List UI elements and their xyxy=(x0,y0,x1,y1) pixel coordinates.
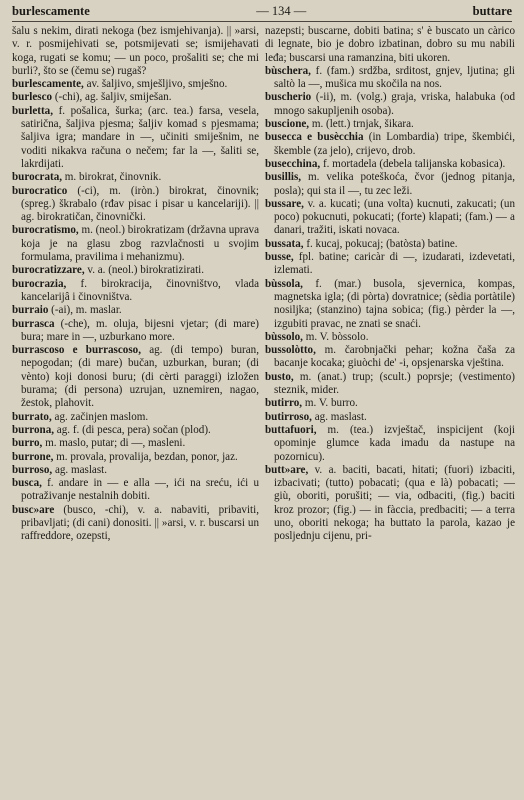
dictionary-entry xyxy=(12,304,259,317)
dictionary-entry xyxy=(12,318,259,345)
entry-headword: burrone, xyxy=(12,450,54,463)
entry-headword: busillis, xyxy=(265,171,302,184)
dictionary-entry xyxy=(12,344,259,410)
entry-headword: bùssolo, xyxy=(265,330,303,343)
entry-headword: buscione, xyxy=(265,118,310,131)
entry-definition: (-chi), ag. šaljiv, smiješan. xyxy=(52,91,172,104)
entry-headword: busc»are xyxy=(12,503,55,516)
entry-definition: v. a. (neol.) birokratizirati. xyxy=(84,264,205,277)
dictionary-entry xyxy=(265,464,515,544)
entry-headword: buttafuori, xyxy=(265,423,317,436)
entry-headword: butt»are, xyxy=(265,463,309,476)
dictionary-entry xyxy=(265,411,515,424)
entry-definition: (-ii), m. (volg.) graja, vriska, halabuka (od mnogo sakupljenih osoba). xyxy=(274,91,515,117)
entry-definition: nazepsti; buscarne, dobiti batina; s' è buscato un càrico di legnate, bio je dobro izbatinan, dobro su mu nabili leđa; buscarsi una ramanzina, biti ukoren. xyxy=(265,25,515,64)
dictionary-entry xyxy=(12,477,259,504)
entry-headword: burro, xyxy=(12,437,43,450)
entry-headword: burocratizzare, xyxy=(12,264,85,277)
dictionary-entry xyxy=(12,424,259,437)
entry-definition: m. provala, provalija, bezdan, ponor, jaz. xyxy=(53,450,238,463)
entry-headword: burletta, xyxy=(12,104,53,117)
dictionary-entry xyxy=(265,158,515,171)
dictionary-entry xyxy=(12,278,259,305)
entry-headword: burrona, xyxy=(12,423,55,436)
entry-headword: busca, xyxy=(12,477,42,490)
entry-definition: m. čarobnjački pehar; kožna čaša za bacanje kocaka; giuòchi de' -i, opsjenarska vještina. xyxy=(274,344,515,370)
entry-definition: v. a. kucati; (una volta) kucnuti, zakucati; (un poco) pokucnuti, pokucati; (forte) klapati; (fam.) — a danari, tražiti, iskati novaca. xyxy=(274,197,515,237)
entry-definition: (-ci), m. (iròn.) birokrat, činovnik; (spreg.) škrabalo (rđav pisac i pisar u kancelariji). || ag. birokratičan, činovnički. xyxy=(21,184,259,224)
entry-definition: ag. (di tempo) buran, nepogodan; (di mare) bučan, uzburkan, buran; (di vènto) koji donosi buru; (di cèrti paraggi) izložen burama; (di persona) uzrujan, uznemiren, nagao, žestok, plahovit. xyxy=(21,344,259,410)
entry-headword: burrascoso e burrascoso, xyxy=(12,344,141,357)
dictionary-entry xyxy=(12,504,259,544)
entry-headword: buscherio xyxy=(265,91,312,104)
entry-definition: m. V. burro. xyxy=(302,397,358,410)
entry-definition: f. andare in — e alla —, ići na sreću, ići u potraživanje nestalnih dobiti. xyxy=(21,477,259,503)
dictionary-entry xyxy=(265,198,515,238)
dictionary-entry xyxy=(265,424,515,464)
entry-headword: burocrata, xyxy=(12,171,63,184)
dictionary-entry xyxy=(12,437,259,450)
entry-definition: v. a. baciti, bacati, hitati; (fuori) izbaciti, izbacivati; (tutto) pobacati; (qua e là) pobacati; — giù, oboriti, porušiti; — via, odbaciti, (fig.) baciti kroz prozor; (fig.) — in fàccia, predbaciti; — a terra uno, oboriti nekoga; ha buttato la parola, kazao je posljednju cijenu, pri- xyxy=(274,463,515,543)
entry-definition: m. (tea.) izvještač, inspicijent (koji opominje glumce kada imadu da nastupe na pozornicu). xyxy=(274,423,515,463)
dictionary-entry xyxy=(265,131,515,158)
entry-definition: (in Lombardia) tripe, škembići, škemble (za jelo), crijevo, drob. xyxy=(274,131,515,157)
dictionary-entry xyxy=(12,78,259,91)
entry-definition: f. birokracija, činovništvo, vlada kancelarijâ i činovništva. xyxy=(21,277,259,303)
dictionary-entry xyxy=(12,464,259,477)
entry-definition: šalu s nekim, dirati nekoga (bez ismjehivanja). || »arsi, v. r. posmijehivati se, potsmijevati se; ismijehavati koga, rugati se komu; — un poco, prošaliti se; che mi burli?, što se (čemu se) rugaš? xyxy=(12,25,259,77)
dictionary-entry xyxy=(265,118,515,131)
entry-definition: m. velika poteškoća, čvor (jednog pitanja, posla); qui sta il —, tu zec leži. xyxy=(274,171,515,197)
entry-definition: (busco, -chi), v. a. nabaviti, pribaviti, pribavljati; (di cani) donositi. || »arsi, v. r. buscarsi un raffreddore, ozepsti, xyxy=(21,503,259,543)
dictionary-entry xyxy=(12,91,259,104)
entry-headword: butirroso, xyxy=(265,410,312,423)
dictionary-entry xyxy=(12,185,259,225)
entry-definition: f. pošalica, šurka; (arc. tea.) farsa, vesela, satirična, šaljiva pjesma; šaljiv komad s pjesmama; šaljiva igra; mandare in —, učiniti smiješnim, ne voditi nikakva računa o nečem; far la —, šaliti se, lakrdijati. xyxy=(21,104,259,170)
dictionary-entry xyxy=(265,371,515,398)
header-right-guide-word: buttare xyxy=(472,3,512,18)
dictionary-entry xyxy=(12,264,259,277)
dictionary-entry xyxy=(265,25,515,65)
dictionary-entry xyxy=(265,344,515,371)
entry-headword: burocratismo, xyxy=(12,224,79,237)
page-number: — 134 — xyxy=(256,3,307,18)
entry-headword: busecca e busècchia xyxy=(265,131,364,144)
entry-headword: butirro, xyxy=(265,397,303,410)
dictionary-entry xyxy=(265,238,515,251)
entry-definition: m. V. bòssolo. xyxy=(302,330,369,343)
page-header xyxy=(12,2,512,20)
entry-definition: m. (anat.) trup; (scult.) poprsje; (vestimento) steznik, mider. xyxy=(274,370,515,397)
dictionary-entry xyxy=(265,91,515,118)
entry-headword: burrato, xyxy=(12,410,52,423)
entry-headword: burocratico xyxy=(12,184,68,197)
entry-headword: bussolòtto, xyxy=(265,344,316,357)
header-left-guide-word: burlescamente xyxy=(12,3,90,18)
entry-definition: fpl. batine; caricàr di —, izudarati, izdevetati, izlemati. xyxy=(274,251,515,277)
entry-definition: m. (lett.) trnjak, šikara. xyxy=(309,118,414,131)
dictionary-entry xyxy=(265,171,515,198)
entry-headword: burlesco xyxy=(12,91,53,104)
dictionary-entry xyxy=(265,331,515,344)
entry-definition: m. (neol.) birokratizam (državna uprava koja je na glasu zbog razvlačnosti u svojim formulama, pravilima i mehanizmu). xyxy=(21,224,259,264)
entry-definition: ag. maslast. xyxy=(52,463,108,476)
entry-headword: bussare, xyxy=(265,197,304,210)
entry-definition: av. šaljivo, smješljivo, smješno. xyxy=(83,78,228,91)
entry-definition: (-che), m. oluja, bijesni vjetar; (di mare) bura; mare in —, uzburkano more. xyxy=(21,317,259,343)
entry-headword: bussata, xyxy=(265,237,304,250)
dictionary-entry xyxy=(12,411,259,424)
entry-headword: burroso, xyxy=(12,463,53,476)
entry-headword: burocrazia, xyxy=(12,277,67,290)
entry-headword: busecchina, xyxy=(265,157,321,170)
entry-definition: f. kucaj, pokucaj; (batòsta) batine. xyxy=(303,237,458,250)
entry-headword: bùschera, xyxy=(265,64,311,77)
dictionary-entry xyxy=(265,278,515,331)
dictionary-entry xyxy=(12,224,259,264)
dictionary-entry xyxy=(12,451,259,464)
entry-headword: bùssola, xyxy=(265,277,303,290)
dictionary-entry xyxy=(12,105,259,171)
entry-headword: burlescamente, xyxy=(12,78,84,91)
left-column xyxy=(12,25,259,544)
entry-definition: ag. maslast. xyxy=(311,410,367,423)
entry-definition: f. (fam.) srdžba, srditost, gnjev, ljutina; gli saltò la —, mušica mu skočila na nos. xyxy=(274,64,515,91)
entry-definition: m. birokrat, činovnik. xyxy=(62,171,162,184)
entry-definition: m. maslo, putar; di —, masleni. xyxy=(42,437,186,450)
entry-definition: f. mortadela (debela talijanska kobasica). xyxy=(320,157,506,170)
entry-definition: ag. začinjen maslom. xyxy=(51,410,149,423)
dictionary-entry xyxy=(12,25,259,78)
right-column xyxy=(265,25,515,544)
dictionary-entry xyxy=(12,171,259,184)
entry-headword: burrasca xyxy=(12,317,55,330)
entry-headword: burraio xyxy=(12,304,49,317)
dictionary-entry xyxy=(265,397,515,410)
entry-definition: ag. f. (di pesca, pera) sočan (plod). xyxy=(54,423,211,436)
entry-headword: busto, xyxy=(265,370,294,383)
header-rule xyxy=(12,21,512,22)
entry-headword: busse, xyxy=(265,251,294,264)
entry-definition: (-ai), m. maslar. xyxy=(48,304,122,317)
entry-definition: f. (mar.) busola, sjevernica, kompas, magnetska igla; (di pòrta) dovratnice; (sèdia portàtile) nosiljka; (stanzino) tajna sobica; (fig.) pèrder la —, izgubiti pravac, ne znati se snaći. xyxy=(274,277,515,330)
dictionary-entry xyxy=(265,65,515,92)
dictionary-entry xyxy=(265,251,515,278)
